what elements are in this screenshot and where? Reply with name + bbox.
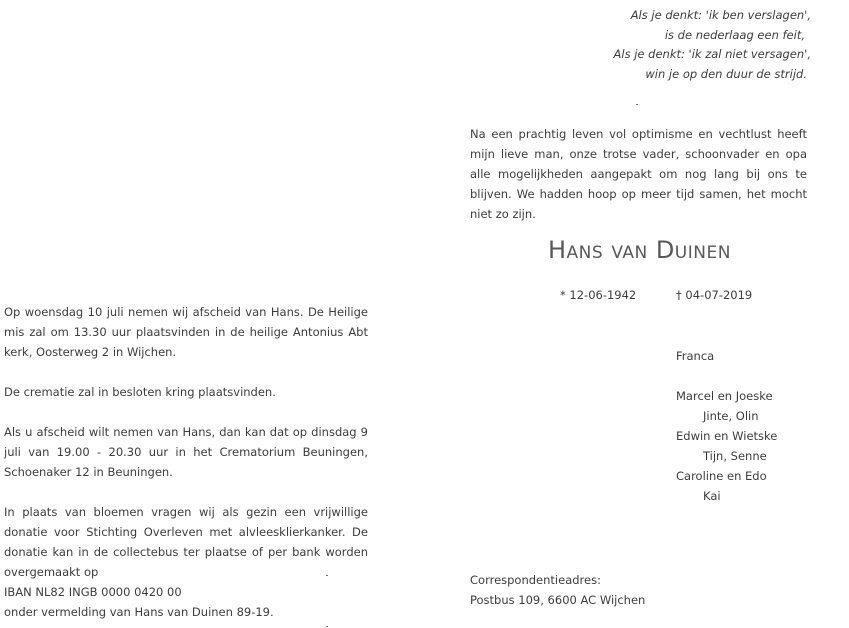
funeral-info — [4, 302, 368, 622]
birth-date: * 12-06-1942 — [560, 288, 637, 302]
poem — [614, 6, 811, 84]
family-line: Marcel en Joeske — [676, 389, 773, 403]
scan-speck — [326, 575, 328, 576]
reference-text: onder vermelding van Hans van Duinen 89-19. — [4, 605, 274, 619]
deceased-name: Hans van Duinen — [548, 236, 731, 264]
correspondence-address: Postbus 109, 6600 AC Wijchen — [470, 593, 646, 607]
poem-line: Als je denkt: 'ik zal niet versagen', — [613, 47, 811, 61]
family-line: Tijn, Senne — [703, 449, 767, 463]
donation-text: In plaats van bloemen vragen wij als gezin een vrijwillige donatie voor Stichting Overleven met alvleesklierkanker. De donatie kan in de collectebus ter plaatse of per bank worden overgemaakt op — [4, 505, 368, 579]
family-line: Jinte, Olin — [703, 409, 759, 423]
correspondence — [470, 570, 645, 610]
intro-paragraph: Na een prachtig leven vol optimisme en vechtlust heeft mijn lieve man, onze trotse vader, schoonvader en opa alle mogelijkheden aangepakt om nog lang bij ons te blijven. We hadden hoop op meer tijd samen, het mocht niet zo zijn. — [470, 127, 807, 221]
visitation-text: Als u afscheid wilt nemen van Hans, dan kan dat op dinsdag 9 juli van 19.00 - 20.30 uur in het Crematorium Beuningen, Schoenaker 12 in Beuningen. — [4, 425, 368, 479]
family-list — [676, 346, 777, 506]
scan-speck — [636, 104, 638, 105]
iban-text: IBAN NL82 INGB 0000 0420 00 — [4, 585, 182, 599]
spouse-name: Franca — [676, 349, 715, 363]
poem-line: win je op den duur de strijd. — [645, 66, 807, 81]
cremation-text: De crematie zal in besloten kring plaatsvinden. — [4, 385, 276, 399]
poem-line: is de nederlaag een feit, — [664, 27, 805, 42]
scan-speck — [326, 626, 328, 627]
family-line: Caroline en Edo — [676, 469, 767, 483]
death-date: † 04-07-2019 — [676, 288, 753, 302]
farewell-text: Op woensdag 10 juli nemen wij afscheid van Hans. De Heilige mis zal om 13.30 uur plaatsvinden in de heilige Antonius Abt kerk, Oosterweg 2 in Wijchen. — [4, 305, 368, 359]
family-line: Edwin en Wietske — [676, 429, 778, 443]
family-line: Kai — [703, 489, 721, 503]
correspondence-label: Correspondentieadres: — [470, 573, 601, 587]
poem-line: Als je denkt: 'ik ben verslagen', — [630, 8, 811, 22]
